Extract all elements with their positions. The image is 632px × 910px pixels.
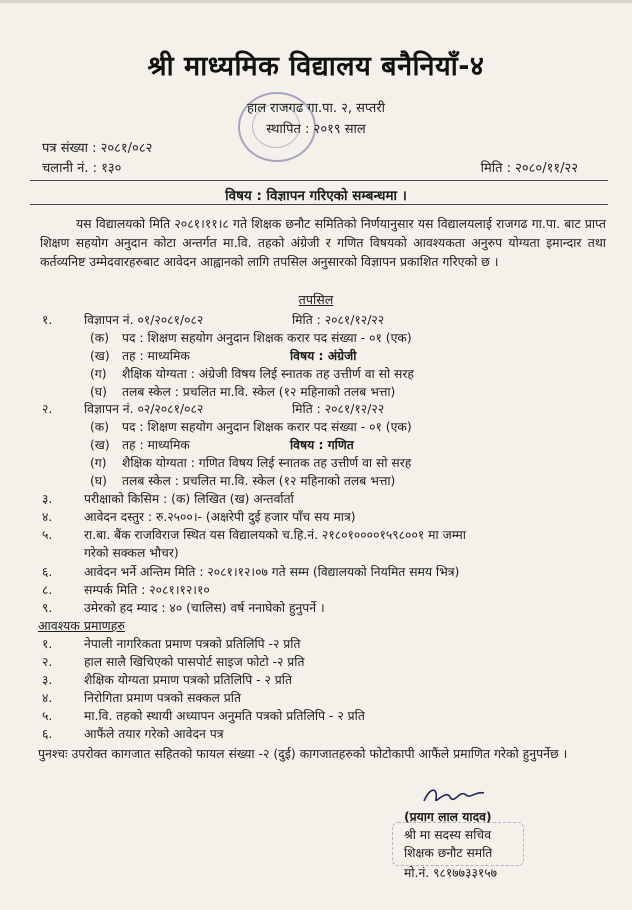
- documents-heading: आवश्यक प्रमाणहरु: [38, 618, 125, 633]
- advert-item: (क) पद : शिक्षण सहयोग अनुदान शिक्षक करार पद संख्या - ०१ (एक): [90, 420, 412, 434]
- letter-date: मिति : २०८०/११/२२: [480, 161, 578, 176]
- document-number: ३.: [42, 673, 53, 687]
- document-number: १.: [42, 637, 53, 651]
- document-item: मा.वि. तहको स्थायी अध्यापन अनुमति पत्रको प्रतिलिपि - २ प्रति: [84, 709, 365, 723]
- advert-number: २.: [42, 402, 53, 416]
- advert-subject: विषय : गणित: [290, 438, 354, 452]
- intro-paragraph: यस विद्यालयको मिति २०८१।११।८ गते शिक्षक छनौट समितिको निर्णयानुसार यस विद्यालयलाई राजगढ गा.पा. बाट प्राप्त शिक्षण सहयोग अनुदान कोटा अन्तर्गत मा.वि. तहको अंग्रेजी र गणित विषयको आवश्यकता अनुरुप योग्यता इमान्दार तथा कर्तव्यनिष्ट उम्मेदवारहरुबाट आवेदन आह्वानको लागि तपसिल अनुसारको विज्ञापन प्रकाशित गरिएको छ ।: [40, 216, 606, 269]
- document-item: आफैंले तयार गरेको आवेदन पत्र: [84, 727, 224, 741]
- school-name: श्री माध्यमिक विद्यालय बनैनियाँ-४: [147, 51, 485, 82]
- advert-date: मिति : २०८१/१२/२२: [292, 402, 385, 416]
- point-number: ९.: [42, 601, 53, 615]
- reference-number: पत्र संख्या : २०८१/०८२: [42, 141, 153, 156]
- advert-item: (ख) तह : माध्यमिक: [90, 349, 190, 363]
- advert-title: विज्ञापन नं. ०१/२०८१/०८२: [84, 313, 204, 327]
- document-number: ६.: [42, 727, 53, 741]
- advert-item: (ख) तह : माध्यमिक: [90, 438, 190, 452]
- document-number: ४.: [42, 691, 53, 705]
- dispatch-number: चलानी नं. : १३०: [42, 161, 122, 176]
- application-fee: आवेदन दस्तुर : रु.२५००।- (अक्षरेपी दुई हजार पाँच सय मात्र): [84, 510, 356, 524]
- point-number: ५.: [42, 528, 53, 542]
- document-item: शैक्षिक योग्यता प्रमाण पत्रको प्रतिलिपि - २ प्रति: [84, 673, 293, 687]
- divider-subject: [30, 204, 608, 205]
- established-year: स्थापित : २०१९ साल: [266, 122, 366, 137]
- postscript: पुनश्चः उपरोक्त कागजात सहितको फायल संख्या -२ (दुई) कागजातहरुको फोटोकापी आफैंले प्रमाणित गरेको हुनुपर्नेछ ।: [38, 746, 568, 761]
- schedule-heading: तपसिल: [298, 292, 334, 307]
- bank-account-cont: गरेको सक्कल भौचर): [84, 546, 179, 560]
- document-item: निरोगिता प्रमाण पत्रको सक्कल प्रति: [84, 691, 241, 705]
- signer-title: श्री मा सदस्य सचिव: [404, 828, 492, 842]
- point-number: ८.: [42, 583, 53, 597]
- point-number: ४.: [42, 510, 53, 524]
- signer-name: (प्रयाग लाल यादव): [404, 810, 492, 824]
- bank-account: रा.बा. बैंक राजविराज स्थित यस विद्यालयको च.हि.नं. २१८०१००००१५९८००१ मा जम्मा: [84, 528, 466, 542]
- advert-number: १.: [42, 313, 53, 327]
- document-item: नेपाली नागरिकता प्रमाण पत्रको प्रतिलिपि -२ प्रति: [84, 637, 301, 651]
- signature-mark: [420, 783, 490, 807]
- point-number: ३.: [42, 492, 53, 506]
- application-deadline: आवेदन भर्ने अन्तिम मिति : २०८१।१२।०७ गते सम्म (विद्यालयको नियमित समय भित्र): [84, 565, 460, 579]
- signer-phone: मो.नं. ९८१७७३३१५७: [404, 866, 498, 880]
- advert-title: विज्ञापन नं. ०२/२०८१/०८२: [84, 402, 204, 416]
- school-address: हाल राजगढ गा.पा. २, सप्तरी: [246, 101, 386, 116]
- advert-item: (ग) शैक्षिक योग्यता : अंग्रेजी विषय लिई स्नातक तह उत्तीर्ण वा सो सरह: [90, 367, 414, 381]
- advert-date: मिति : २०८१/१२/२२: [292, 313, 385, 327]
- advert-item: (घ) तलब स्केल : प्रचलित मा.वि. स्केल (१२ महिनाको तलब भत्ता): [90, 474, 396, 488]
- advert-item: (क) पद : शिक्षण सहयोग अनुदान शिक्षक करार पद संख्या - ०१ (एक): [90, 331, 412, 345]
- scan-edge: [0, 0, 632, 3]
- advert-item: (घ) तलब स्केल : प्रचलित मा.वि. स्केल (१२ महिनाको तलब भत्ता): [90, 385, 396, 399]
- document-number: २.: [42, 655, 53, 669]
- subject-line: विषय : विज्ञापन गरिएको सम्बन्धमा ।: [225, 188, 407, 204]
- point-number: ६.: [42, 565, 53, 579]
- signer-committee: शिक्षक छनौट समति: [404, 846, 493, 860]
- advert-item: (ग) शैक्षिक योग्यता : गणित विषय लिई स्नातक तह उत्तीर्ण वा सो सरह: [90, 456, 412, 470]
- document-item: हाल सालै खिचिएको पासपोर्ट साइज फोटो -२ प्रति: [84, 655, 305, 669]
- document-number: ५.: [42, 709, 53, 723]
- age-limit: उमेरको हद म्याद : ४० (चालिस) वर्ष ननाघेको हुनुपर्ने ।: [84, 601, 325, 615]
- contact-date: सम्पर्क मिति : २०८१।१२।१०: [84, 583, 210, 597]
- exam-type: परीक्षाको किसिम : (क) लिखित (ख) अन्तर्वार्ता: [84, 492, 294, 506]
- advert-subject: विषय : अंग्रेजी: [290, 349, 357, 363]
- divider-top: [30, 180, 608, 181]
